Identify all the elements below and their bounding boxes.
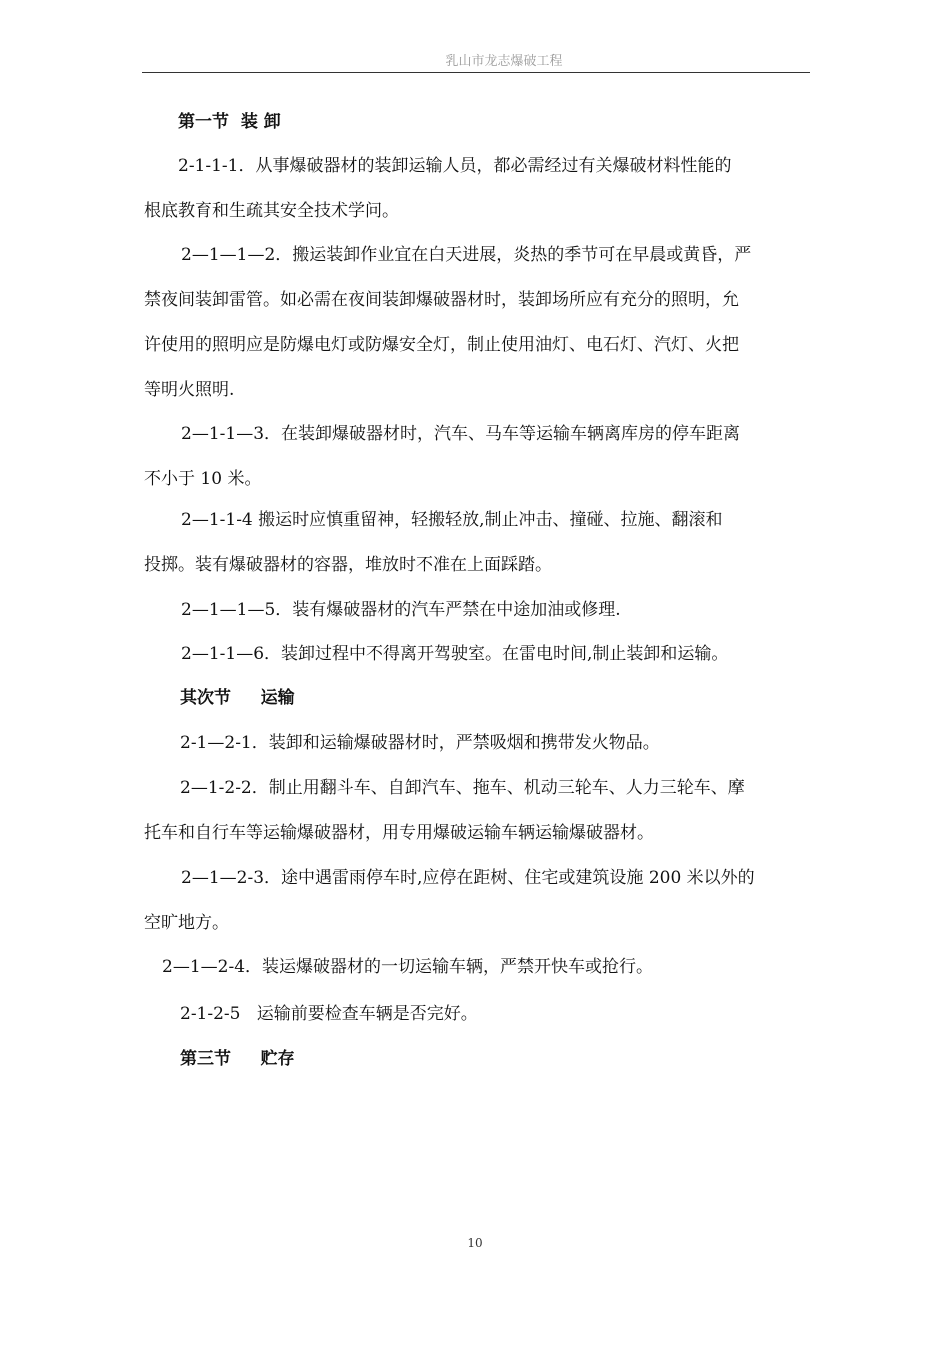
text-line: 2—1—2-4．装运爆破器材的一切运输车辆，严禁开快车或抢行。 [162,957,654,977]
text-line: 2—1-2-2．制止用翻斗车、自卸汽车、拖车、机动三轮车、人力三轮车、摩 [180,778,745,798]
section-heading [144,100,814,145]
text-line: 第三节 贮存 [180,1049,295,1069]
text-line: 许使用的照明应是防爆电灯或防爆安全灯，制止使用油灯、电石灯、汽灯、火把 [144,335,739,355]
text-line: 空旷地方。 [144,913,229,933]
text-line: 投掷。装有爆破器材的容器，堆放时不准在上面踩踏。 [144,555,552,575]
paragraph [144,992,814,1037]
text-line: 2—1—2-3．途中遇雷雨停车时,应停在距树、住宅或建筑设施 200 米以外的 [181,868,755,888]
text-line: 等明火照明. [144,380,235,400]
section-heading [144,676,814,721]
text-line: 其次节 运输 [180,688,295,708]
text-line: 2-1—2-1．装卸和运输爆破器材时，严禁吸烟和携带发火物品。 [180,733,660,753]
paragraph [144,766,814,856]
paragraph [144,233,814,413]
paragraph [144,856,814,946]
text-line: 2-1-2-5 运输前要检查车辆是否完好。 [180,1004,478,1024]
paragraph [144,412,814,502]
paragraph [144,144,814,234]
text-line: 2—1-1—6．装卸过程中不得离开驾驶室。在雷电时间,制止装卸和运输。 [181,644,729,664]
text-line: 2-1-1-1．从事爆破器材的装卸运输人员，都必需经过有关爆破材料性能的 [178,156,732,176]
page-header [142,54,810,73]
text-line: 2—1—1—2．搬运装卸作业宜在白天进展，炎热的季节可在早晨或黄昏，严 [181,245,752,265]
paragraph [144,721,814,766]
section-heading [144,1037,814,1082]
text-line: 不小于 10 米。 [144,469,262,489]
paragraph [144,945,814,990]
text-line: 根底教育和生疏其安全技术学问。 [144,201,399,221]
text-line: 2—1-1—3．在装卸爆破器材时，汽车、马车等运输车辆离库房的停车距离 [181,424,741,444]
text-line: 禁夜间装卸雷管。如必需在夜间装卸爆破器材时，装卸场所应有充分的照明，允 [144,290,739,310]
paragraph [144,588,814,633]
paragraph [144,498,814,588]
text-line: 第一节 装 卸 [178,112,281,132]
page-number: 10 [467,1236,483,1250]
text-line: 托车和自行车等运输爆破器材，用专用爆破运输车辆运输爆破器材。 [144,823,654,843]
text-line: 2—1—1—5．装有爆破器材的汽车严禁在中途加油或修理. [181,600,621,620]
paragraph [144,632,814,677]
header-text: 乳山市龙志爆破工程 [445,54,563,69]
text-line: 2—1-1-4 搬运时应慎重留神，轻搬轻放,制止冲击、撞碰、拉施、翻滚和 [181,510,723,530]
